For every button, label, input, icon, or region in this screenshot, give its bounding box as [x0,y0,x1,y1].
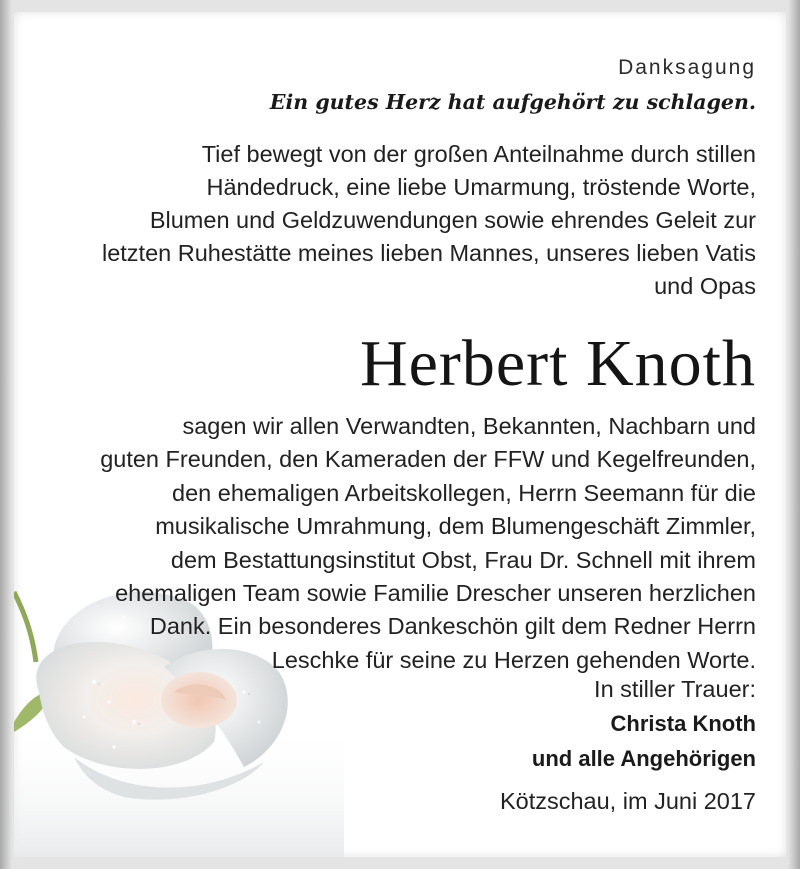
obituary-card [14,12,786,857]
intro-paragraph [36,138,756,303]
thanks-line: den ehemaligen Arbeitskollegen, Herrn Seemann für die [172,479,756,506]
closing-label: In stiller Trauer: [594,676,756,702]
intro-line: Tief bewegt von der großen Anteilnahme durch stillen [201,141,756,167]
intro-line: letzten Ruhestätte meines lieben Mannes, unseres lieben Vatis [101,240,756,266]
place-and-date: Kötzschau, im Juni 2017 [499,788,756,814]
thanks-line: guten Freunden, den Kameraden der FFW und Kegelfreunden, [100,446,756,473]
thanks-line: musikalische Umrahmung, dem Blumengeschäft Zimmler, [155,513,756,540]
notice-header-label: Danksagung [618,56,756,79]
mourner-relatives: und alle Angehörigen [531,746,756,771]
thanks-line: dem Bestattungsinstitut Obst, Frau Dr. Schnell mit ihrem [170,546,756,573]
thanks-line: ehemaligen Team sowie Familie Drescher unseren herzlichen [115,580,756,607]
thanks-line: Dank. Ein besonderes Dankeschön gilt dem Redner Herrn [149,613,756,640]
intro-line: und Opas [654,273,756,299]
deceased-name: Herbert Knoth [359,327,756,400]
mourner-name: Christa Knoth [610,711,756,736]
thanks-line: sagen wir allen Verwandten, Bekannten, Nachbarn und [182,413,756,439]
notice-motto: Ein gutes Herz hat aufgehört zu schlagen. [269,90,756,114]
thanks-paragraph [26,410,756,677]
intro-line: Blumen und Geldzuwendungen sowie ehrendes Geleit zur [149,207,756,233]
intro-line: Händedruck, eine liebe Umarmung, tröstende Worte, [206,174,756,200]
thanks-line: Leschke für seine zu Herzen gehenden Worte. [271,646,756,673]
